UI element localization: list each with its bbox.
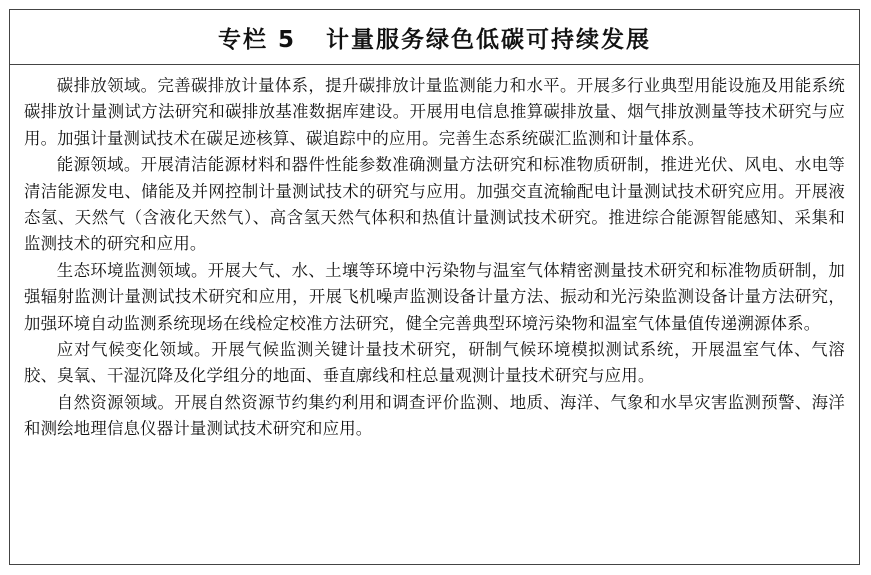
paragraph-energy: 能源领域。开展清洁能源材料和器件性能参数准确测量方法研究和标准物质研制，推进光伏、风电、水电等清洁能源发电、储能及并网控制计量测试技术的研究与应用。加强交直流输配电计量测试技术研究应用。开展液态氢、天然气（含液化天然气）、高含氢天然气体积和热值计量测试技术研究。推进综合能源智能感知、采集和监测技术的研究和应用。 [24,155,845,254]
title-band [10,10,859,65]
column-box [9,9,860,565]
paragraph-natural-resources: 自然资源领域。开展自然资源节约集约利用和调查评价监测、地质、海洋、气象和水旱灾害监测预警、海洋和测绘地理信息仪器计量测试技术研究和应用。 [24,392,845,439]
paragraph-climate-change: 应对气候变化领域。开展气候监测关键计量技术研究，研制气候环境模拟测试系统，开展温室气体、气溶胶、臭氧、干湿沉降及化学组分的地面、垂直廓线和柱总量观测计量技术研究与应用。 [24,340,845,386]
column-title: 专栏 5 计量服务绿色低碳可持续发展 [217,26,652,53]
paragraph-carbon-emission: 碳排放领域。完善碳排放计量体系，提升碳排放计量监测能力和水平。开展多行业典型用能设施及用能系统碳排放计量测试方法研究和碳排放基准数据库建设。开展用电信息推算碳排放量、烟气排放测量等技术研究与应用。加强计量测试技术在碳足迹核算、碳追踪中的应用。完善生态系统碳汇监测和计量体系。 [24,76,845,148]
paragraph-eco-environment-monitoring: 生态环境监测领域。开展大气、水、土壤等环境中污染物与温室气体精密测量技术研究和标准物质研制，加强辐射监测计量测试技术研究和应用，开展飞机噪声监测设备计量方法、振动和光污染监测设备计量方法研究，加强环境自动监测系统现场在线检定校准方法研究，健全完善典型环境污染物和温室气体量值传递溯源体系。 [24,260,845,333]
column-content [10,65,859,443]
